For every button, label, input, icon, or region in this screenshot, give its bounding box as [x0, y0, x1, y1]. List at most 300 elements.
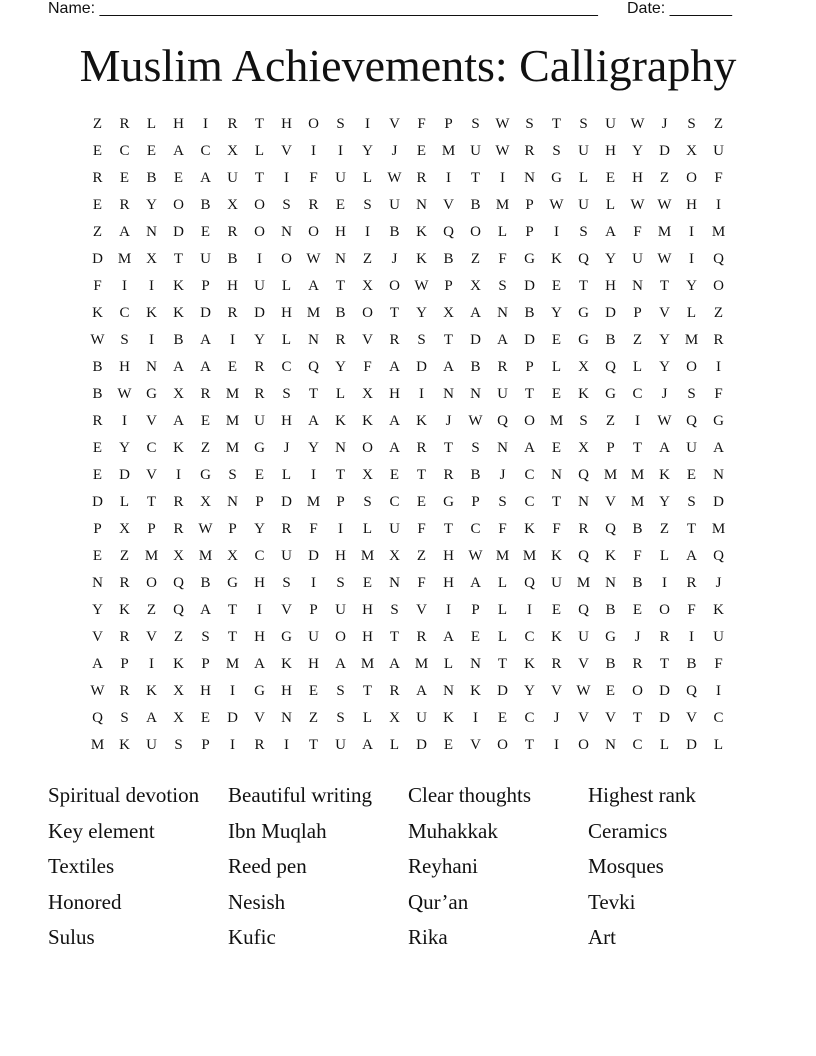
grid-letter: S	[525, 116, 534, 132]
grid-letter: L	[605, 197, 616, 213]
grid-letter: W	[117, 386, 132, 402]
grid-letter: A	[659, 440, 670, 456]
grid-letter: M	[306, 494, 321, 510]
grid-letter: K	[659, 467, 670, 483]
grid-letter: Z	[659, 170, 670, 186]
grid-letter: F	[687, 602, 696, 618]
grid-letter: R	[686, 575, 697, 591]
grid-letter: P	[525, 197, 534, 213]
grid-letter: S	[579, 413, 588, 429]
grid-letter: D	[119, 467, 130, 483]
grid-letter: Q	[713, 251, 724, 267]
word-bank-item: Rika	[408, 925, 448, 949]
grid-letter: X	[686, 143, 697, 159]
date-field: Date: _______	[627, 0, 732, 17]
grid-letter: R	[200, 386, 211, 402]
grid-letter: B	[524, 305, 535, 321]
grid-letter: E	[497, 710, 508, 726]
grid-letter: C	[119, 305, 130, 321]
grid-letter: K	[551, 548, 562, 564]
grid-letter: D	[173, 224, 184, 240]
grid-letter: T	[308, 737, 319, 753]
grid-letter: E	[254, 467, 265, 483]
grid-letter: S	[201, 629, 210, 645]
grid-letter: W	[387, 170, 402, 186]
grid-letter: K	[173, 440, 184, 456]
grid-letter: R	[227, 116, 238, 132]
grid-letter: A	[200, 359, 211, 375]
grid-letter: L	[497, 629, 508, 645]
grid-row	[84, 462, 732, 489]
grid-letter: H	[335, 548, 346, 564]
grid-letter: E	[551, 602, 562, 618]
grid-letter: Q	[605, 359, 616, 375]
grid-letter: D	[659, 683, 670, 699]
grid-letter: W	[90, 683, 105, 699]
word-bank-item: Key element	[48, 818, 155, 843]
grid-letter: N	[551, 467, 562, 483]
grid-letter: O	[497, 737, 508, 753]
grid-letter: I	[311, 143, 316, 159]
grid-letter: S	[120, 710, 129, 726]
grid-letter: D	[281, 494, 292, 510]
grid-letter: D	[686, 737, 697, 753]
grid-letter: T	[173, 251, 184, 267]
grid-letter: L	[713, 737, 724, 753]
grid-letter: T	[443, 332, 454, 348]
grid-letter: I	[554, 737, 559, 753]
grid-letter: J	[445, 413, 452, 429]
grid-letter: B	[173, 332, 184, 348]
grid-letter: U	[146, 737, 157, 753]
grid-letter: Y	[119, 440, 130, 456]
grid-letter: T	[524, 737, 535, 753]
grid-letter: A	[308, 413, 319, 429]
grid-letter: D	[416, 359, 427, 375]
grid-letter: M	[495, 197, 510, 213]
grid-letter: N	[578, 494, 589, 510]
grid-letter: R	[632, 656, 643, 672]
grid-letter: F	[552, 521, 561, 537]
grid-row	[84, 246, 732, 273]
grid-letter: A	[173, 359, 184, 375]
grid-letter: E	[605, 170, 616, 186]
grid-letter: U	[335, 602, 346, 618]
grid-letter: D	[713, 494, 724, 510]
grid-letter: N	[335, 440, 346, 456]
grid-letter: T	[632, 440, 643, 456]
grid-letter: B	[443, 251, 454, 267]
grid-letter: J	[715, 575, 722, 591]
grid-letter: B	[605, 656, 616, 672]
grid-letter: D	[416, 737, 427, 753]
grid-letter: R	[551, 656, 562, 672]
grid-letter: N	[308, 332, 319, 348]
grid-letter: Z	[659, 521, 670, 537]
grid-letter: E	[227, 359, 238, 375]
grid-letter: I	[149, 278, 154, 294]
grid-letter: A	[389, 656, 400, 672]
header-line	[48, 0, 748, 20]
grid-letter: O	[470, 224, 481, 240]
grid-letter: O	[335, 629, 346, 645]
grid-letter: C	[470, 521, 481, 537]
grid-letter: M	[360, 548, 375, 564]
grid-letter: J	[391, 251, 398, 267]
grid-letter: I	[122, 413, 127, 429]
grid-letter: R	[227, 224, 238, 240]
grid-letter: K	[551, 629, 562, 645]
grid-letter: N	[281, 224, 292, 240]
grid-letter: U	[200, 251, 211, 267]
word-bank-item: Sulus	[48, 925, 95, 949]
grid-letter: K	[551, 251, 562, 267]
grid-letter: I	[716, 197, 721, 213]
word-bank-item: Textiles	[48, 854, 115, 878]
grid-letter: B	[200, 575, 211, 591]
grid-letter: R	[389, 332, 400, 348]
grid-letter: N	[470, 386, 481, 402]
grid-letter: C	[281, 359, 292, 375]
grid-letter: G	[578, 305, 589, 321]
grid-letter: K	[524, 656, 535, 672]
grid-letter: Q	[605, 521, 616, 537]
word-bank-item: Muhakkak	[408, 818, 498, 843]
grid-letter: Q	[173, 575, 184, 591]
grid-letter: S	[120, 332, 129, 348]
grid-letter: E	[92, 440, 103, 456]
grid-letter: P	[201, 656, 210, 672]
grid-letter: I	[473, 710, 478, 726]
grid-letter: W	[90, 332, 105, 348]
grid-letter: N	[416, 197, 427, 213]
grid-row	[84, 435, 732, 462]
grid-letter: G	[146, 386, 157, 402]
grid-letter: J	[283, 440, 290, 456]
grid-letter: I	[365, 224, 370, 240]
grid-letter: S	[390, 602, 399, 618]
grid-letter: S	[174, 737, 183, 753]
grid-letter: H	[686, 197, 697, 213]
grid-letter: A	[362, 737, 373, 753]
grid-letter: U	[416, 710, 427, 726]
grid-letter: T	[227, 629, 238, 645]
grid-letter: L	[497, 602, 508, 618]
word-bank-item: Honored	[48, 889, 122, 914]
grid-letter: B	[605, 332, 616, 348]
grid-letter: Q	[497, 413, 508, 429]
grid-letter: T	[146, 494, 157, 510]
grid-letter: T	[254, 116, 265, 132]
grid-letter: K	[281, 656, 292, 672]
grid-letter: H	[443, 575, 454, 591]
grid-letter: Q	[92, 710, 103, 726]
grid-letter: P	[525, 224, 534, 240]
grid-letter: N	[281, 710, 292, 726]
grid-letter: D	[659, 143, 670, 159]
grid-letter: B	[470, 467, 481, 483]
grid-letter: R	[524, 143, 535, 159]
grid-row	[84, 516, 732, 543]
grid-letter: K	[416, 251, 427, 267]
grid-letter: E	[551, 332, 562, 348]
grid-letter: S	[363, 197, 372, 213]
grid-letter: O	[524, 413, 535, 429]
grid-letter: Q	[443, 224, 454, 240]
grid-letter: E	[92, 467, 103, 483]
grid-letter: U	[335, 170, 346, 186]
grid-row	[84, 219, 732, 246]
grid-letter: A	[200, 332, 211, 348]
grid-letter: C	[524, 467, 535, 483]
grid-letter: A	[605, 224, 616, 240]
grid-letter: O	[173, 197, 184, 213]
grid-letter: L	[281, 467, 292, 483]
grid-row	[84, 678, 732, 705]
grid-letter: D	[524, 332, 535, 348]
grid-letter: G	[443, 494, 454, 510]
grid-letter: A	[713, 440, 724, 456]
grid-letter: H	[362, 602, 373, 618]
grid-letter: U	[254, 413, 265, 429]
grid-letter: S	[363, 494, 372, 510]
grid-letter: X	[227, 197, 238, 213]
grid-letter: K	[173, 278, 184, 294]
grid-letter: Y	[416, 305, 427, 321]
grid-letter: T	[659, 656, 670, 672]
grid-letter: V	[146, 413, 157, 429]
grid-letter: E	[92, 197, 103, 213]
grid-letter: I	[554, 224, 559, 240]
grid-letter: P	[471, 602, 480, 618]
grid-letter: R	[92, 413, 103, 429]
grid-letter: H	[173, 116, 184, 132]
grid-letter: N	[227, 494, 238, 510]
grid-letter: Y	[659, 494, 670, 510]
word-bank-item: Ibn Muqlah	[228, 818, 327, 843]
grid-letter: C	[632, 386, 643, 402]
grid-letter: E	[200, 710, 211, 726]
grid-letter: D	[605, 305, 616, 321]
grid-letter: A	[335, 656, 346, 672]
grid-letter: M	[90, 737, 105, 753]
grid-letter: P	[471, 494, 480, 510]
grid-letter: F	[363, 359, 372, 375]
grid-letter: T	[497, 656, 508, 672]
grid-letter: S	[552, 143, 561, 159]
grid-letter: T	[443, 440, 454, 456]
grid-letter: C	[200, 143, 211, 159]
grid-letter: Z	[416, 548, 427, 564]
grid-letter: X	[362, 278, 373, 294]
grid-letter: K	[119, 737, 130, 753]
grid-letter: B	[389, 224, 400, 240]
grid-letter: J	[499, 467, 506, 483]
grid-letter: X	[578, 359, 589, 375]
grid-letter: X	[470, 278, 481, 294]
grid-letter: W	[657, 251, 672, 267]
word-bank-item: Mosques	[588, 854, 664, 878]
grid-letter: M	[576, 575, 591, 591]
grid-letter: B	[470, 197, 481, 213]
grid-letter: H	[632, 170, 643, 186]
word-bank-item: Nesish	[228, 889, 286, 914]
grid-letter: N	[335, 251, 346, 267]
grid-letter: L	[119, 494, 130, 510]
grid-letter: W	[657, 413, 672, 429]
grid-letter: B	[605, 602, 616, 618]
grid-letter: J	[661, 116, 668, 132]
grid-letter: E	[335, 197, 346, 213]
grid-letter: J	[553, 710, 560, 726]
grid-letter: F	[714, 386, 723, 402]
grid-letter: S	[282, 386, 291, 402]
grid-letter: E	[200, 413, 211, 429]
grid-letter: B	[92, 359, 103, 375]
grid-letter: R	[416, 440, 427, 456]
grid-letter: M	[144, 548, 159, 564]
grid-letter: X	[119, 521, 130, 537]
grid-letter: Y	[686, 278, 697, 294]
grid-letter: Q	[686, 413, 697, 429]
grid-letter: H	[605, 143, 616, 159]
grid-letter: R	[92, 170, 103, 186]
word-bank-item: Kufic	[228, 925, 276, 949]
grid-letter: I	[446, 170, 451, 186]
grid-letter: R	[416, 170, 427, 186]
grid-letter: Z	[362, 251, 373, 267]
grid-letter: K	[470, 683, 481, 699]
grid-letter: R	[227, 305, 238, 321]
grid-letter: D	[497, 683, 508, 699]
grid-letter: E	[146, 143, 157, 159]
grid-letter: N	[470, 656, 481, 672]
grid-letter: G	[227, 575, 238, 591]
grid-letter: L	[254, 143, 265, 159]
grid-letter: M	[198, 548, 213, 564]
grid-letter: E	[470, 629, 481, 645]
grid-letter: S	[417, 332, 426, 348]
grid-letter: I	[284, 737, 289, 753]
grid-row	[84, 327, 732, 354]
grid-letter: M	[522, 548, 537, 564]
grid-letter: V	[605, 494, 616, 510]
grid-letter: H	[281, 683, 292, 699]
grid-letter: O	[362, 440, 373, 456]
grid-letter: T	[659, 278, 670, 294]
grid-row	[84, 354, 732, 381]
grid-letter: K	[713, 602, 724, 618]
grid-letter: Z	[92, 224, 103, 240]
grid-letter: R	[119, 116, 130, 132]
grid-letter: Z	[470, 251, 481, 267]
grid-letter: F	[714, 170, 723, 186]
grid-letter: S	[687, 386, 696, 402]
word-bank-item: Qur’an	[408, 889, 469, 914]
grid-letter: Z	[92, 116, 103, 132]
grid-letter: A	[389, 440, 400, 456]
grid-letter: A	[200, 170, 211, 186]
grid-letter: V	[254, 710, 265, 726]
grid-letter: A	[686, 548, 697, 564]
grid-letter: R	[119, 683, 130, 699]
grid-letter: V	[659, 305, 670, 321]
grid-letter: O	[146, 575, 157, 591]
grid-letter: N	[713, 467, 724, 483]
grid-letter: P	[525, 359, 534, 375]
grid-letter: I	[284, 170, 289, 186]
grid-letter: I	[662, 575, 667, 591]
grid-letter: W	[468, 548, 483, 564]
grid-letter: I	[230, 737, 235, 753]
grid-letter: C	[524, 494, 535, 510]
grid-letter: G	[254, 683, 265, 699]
grid-letter: A	[524, 440, 535, 456]
grid-letter: U	[605, 116, 616, 132]
grid-letter: U	[632, 251, 643, 267]
grid-letter: L	[686, 305, 697, 321]
grid-letter: W	[198, 521, 213, 537]
grid-letter: F	[498, 251, 507, 267]
grid-letter: B	[632, 521, 643, 537]
grid-letter: P	[444, 278, 453, 294]
grid-letter: J	[391, 143, 398, 159]
grid-letter: N	[605, 575, 616, 591]
grid-letter: P	[147, 521, 156, 537]
grid-letter: F	[417, 521, 426, 537]
grid-letter: T	[362, 683, 373, 699]
grid-letter: U	[254, 278, 265, 294]
grid-letter: F	[633, 224, 642, 240]
grid-letter: R	[659, 629, 670, 645]
grid-letter: Y	[92, 602, 103, 618]
grid-letter: Y	[551, 305, 562, 321]
grid-letter: B	[227, 251, 238, 267]
grid-letter: K	[119, 602, 130, 618]
grid-letter: V	[416, 602, 427, 618]
grid-letter: R	[254, 386, 265, 402]
grid-letter: R	[119, 197, 130, 213]
grid-letter: Q	[308, 359, 319, 375]
grid-letter: U	[335, 737, 346, 753]
word-bank-item: Reyhani	[408, 854, 478, 878]
grid-letter: Z	[173, 629, 184, 645]
grid-letter: D	[308, 548, 319, 564]
grid-letter: S	[579, 224, 588, 240]
grid-letter: C	[524, 710, 535, 726]
grid-letter: H	[227, 278, 238, 294]
grid-letter: Z	[146, 602, 157, 618]
grid-letter: I	[149, 656, 154, 672]
grid-letter: L	[632, 359, 643, 375]
grid-letter: T	[632, 710, 643, 726]
grid-letter: U	[713, 629, 724, 645]
grid-letter: I	[203, 116, 208, 132]
grid-letter: O	[713, 278, 724, 294]
grid-letter: T	[551, 494, 562, 510]
grid-letter: L	[578, 170, 589, 186]
grid-letter: R	[443, 467, 454, 483]
word-bank-item: Spiritual devotion	[48, 783, 200, 807]
word-bank-item: Ceramics	[588, 818, 668, 843]
grid-letter: G	[254, 440, 265, 456]
grid-letter: E	[416, 143, 427, 159]
grid-letter: U	[308, 629, 319, 645]
grid-letter: V	[146, 629, 157, 645]
grid-letter: W	[630, 197, 645, 213]
grid-letter: R	[173, 521, 184, 537]
grid-letter: X	[173, 710, 184, 726]
